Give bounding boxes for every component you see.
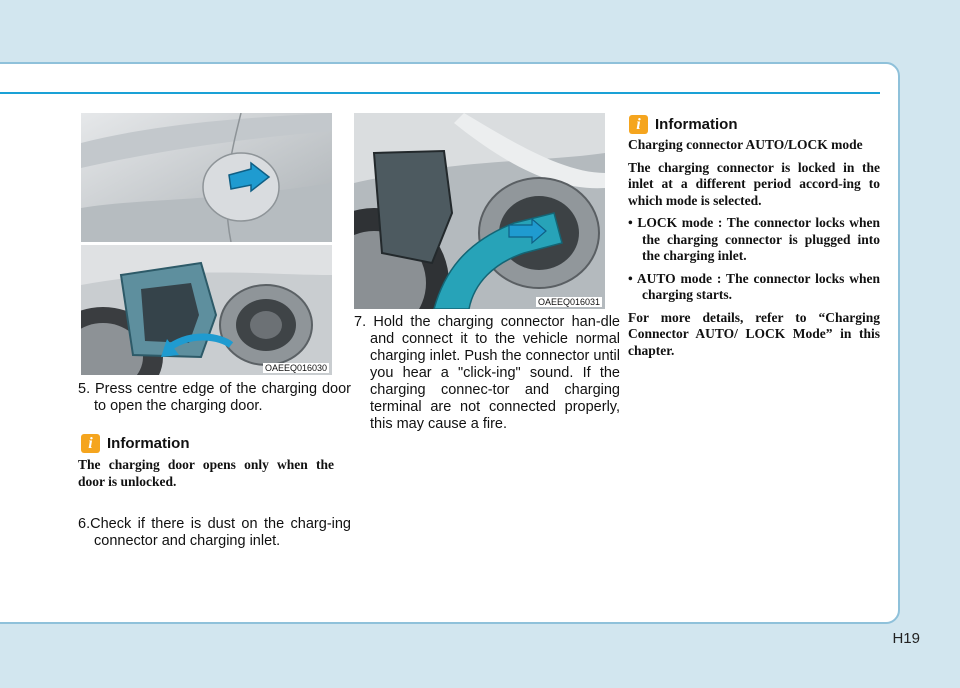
info-subheading: Charging connector AUTO/LOCK mode [628, 137, 863, 152]
bullet-lock-mode: • LOCK mode : The connector locks when the charging connector is plugged into the charging inlet. [628, 215, 880, 263]
header-rule [0, 92, 880, 94]
info-icon: i [629, 115, 648, 134]
figure-caption: OAEEQ016030 [264, 363, 327, 373]
info-title: Information [107, 435, 190, 452]
info-body [628, 137, 880, 365]
step-7: 7. Hold the charging connector han-dle and connect it to the vehicle normal charging inlet. Push the connector until you hear a "click-ing" sound. If the charging connec-tor and charging terminal are not connected properly, this may cause a fire. [354, 314, 620, 432]
info-icon: i [81, 434, 100, 453]
info-heading [629, 115, 738, 134]
info-paragraph: The charging connector is locked in the inlet at a different period accord-ing to which mode is selected. [628, 159, 880, 208]
step-6: 6.Check if there is dust on the charg-ing connector and charging inlet. [78, 516, 351, 549]
figure-charging-door-closed [81, 113, 332, 242]
info-title: Information [655, 116, 738, 133]
info-heading [81, 434, 190, 453]
bullet-auto-mode: • AUTO mode : The connector locks when charging starts. [628, 270, 880, 302]
figure-caption: OAEEQ016031 [537, 297, 600, 307]
page-number: H19 [892, 630, 920, 647]
step-5: 5. Press centre edge of the charging door to open the charging door. [78, 381, 351, 414]
info-text: The charging door opens only when the door is unlocked. [78, 457, 334, 489]
figure-charging-door-open [81, 245, 332, 375]
info-reference: For more details, refer to “Charging Connector AUTO/ LOCK Mode” in this chapter. [628, 309, 880, 358]
figure-connector-plugged [354, 113, 605, 309]
